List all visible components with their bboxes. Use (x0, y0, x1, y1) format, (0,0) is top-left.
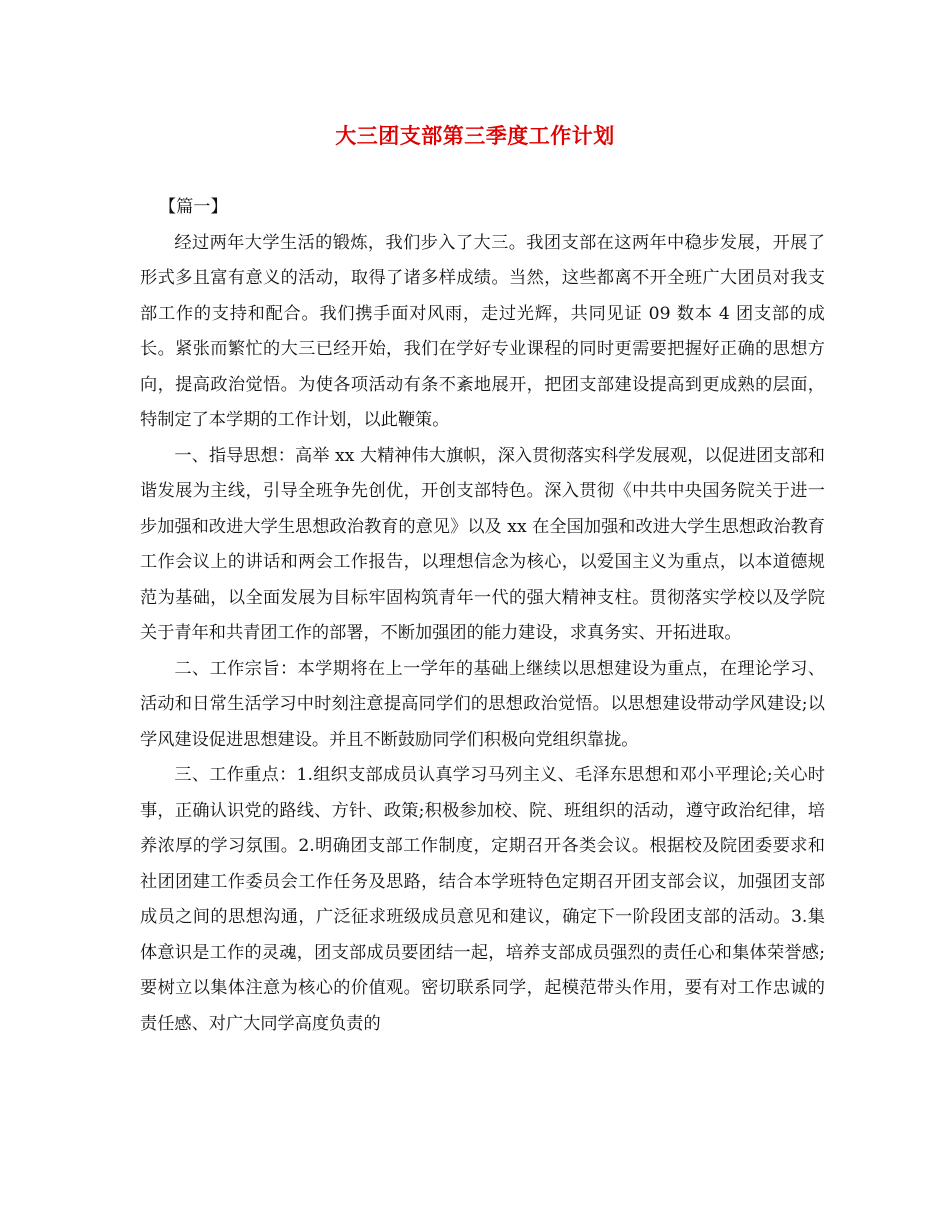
paragraph-work-focus: 三、工作重点：1.组织支部成员认真学习马列主义、毛泽东思想和邓小平理论;关心时事，正确认识党的路线、方针、政策;积极参加校、院、班组织的活动，遵守政治纪律，培养浓厚的学习氛围。2.明确团支部工作制度，定期召开各类会议。根据校及院团委要求和社团团建工作委员会工作任务及思路，结合本学班特色定期召开团支部会议，加强团支部成员之间的思想沟通，广泛征求班级成员意见和建议，确定下一阶段团支部的活动。3.集体意识是工作的灵魂，团支部成员要团结一起，培养支部成员强烈的责任心和集体荣誉感;要树立以集体注意为核心的价值观。密切联系同学，起模范带头作用，要有对工作忠诚的责任感、对广大同学高度负责的 (140, 765, 825, 1034)
paragraph-work-purpose: 二、工作宗旨：本学期将在上一学年的基础上继续以思想建设为重点，在理论学习、活动和日常生活学习中时刻注意提高同学们的思想政治觉悟。以思想建设带动学风建设;以学风建设促进思想建设。并且不断鼓励同学们积极向党组织靠拢。 (140, 658, 825, 750)
document-body (140, 190, 825, 1042)
paragraph-intro: 经过两年大学生活的锻炼，我们步入了大三。我团支部在这两年中稳步发展，开展了形式多且富有意义的活动，取得了诸多样成绩。当然，这些都离不开全班广大团员对我支部工作的支持和配合。我们携手面对风雨，走过光辉，共同见证 09 数本 4 团支部的成长。紧张而繁忙的大三已经开始，我们在学好专业课程的同时更需要把握好正确的思想方向，提高政治觉悟。为使各项活动有条不紊地展开，把团支部建设提高到更成熟的层面，特制定了本学期的工作计划，以此鞭策。 (140, 232, 825, 430)
paragraph-guiding-ideology: 一、指导思想：高举 xx 大精神伟大旗帜，深入贯彻落实科学发展观，以促进团支部和谐发展为主线，引导全班争先创优，开创支部特色。深入贯彻《中共中央国务院关于进一步加强和改进大学生思想政治教育的意见》以及 xx 在全国加强和改进大学生思想政治教育工作会议上的讲话和两会工作报告，以理想信念为核心，以爱国主义为重点，以本道德规范为基础，以全面发展为目标牢固构筑青年一代的强大精神支柱。贯彻落实学校以及学院关于青年和共青团工作的部署，不断加强团的能力建设，求真务实、开拓进取。 (140, 445, 825, 643)
document-title: 大三团支部第三季度工作计划 (335, 123, 615, 148)
section-heading: 【篇一】 (158, 197, 228, 217)
